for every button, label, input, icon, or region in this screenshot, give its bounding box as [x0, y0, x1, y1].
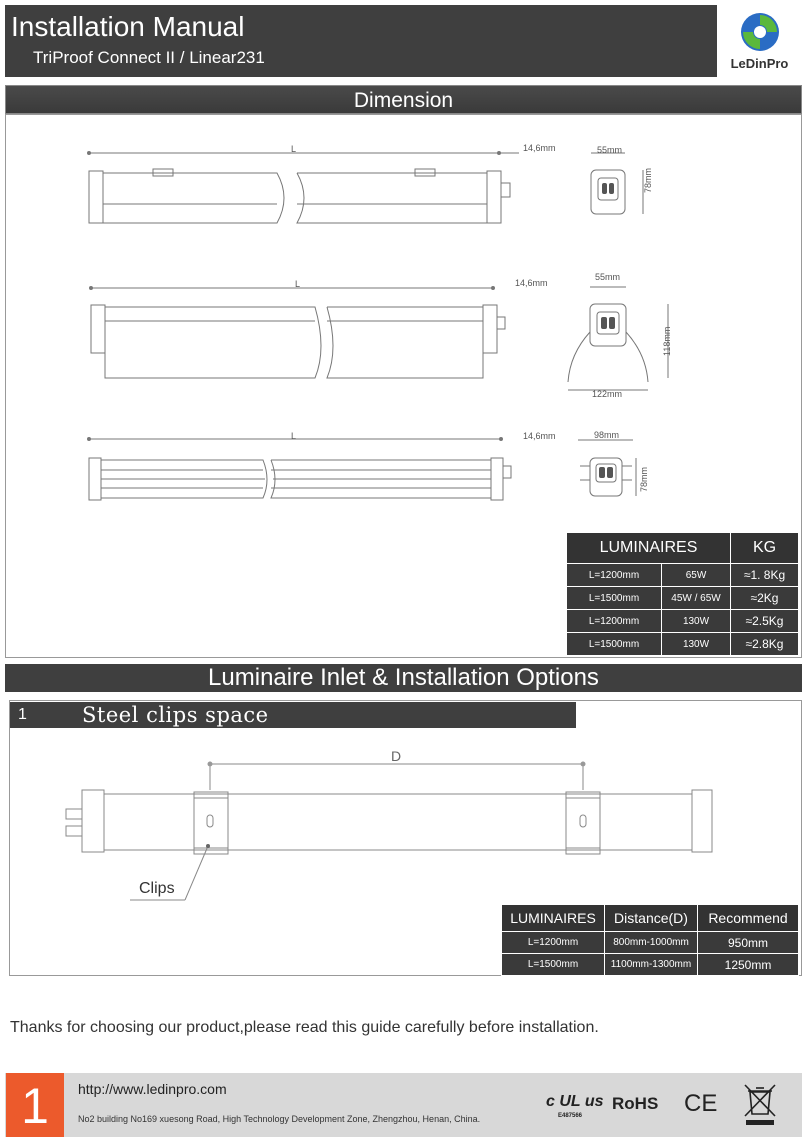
thanks-note: Thanks for choosing our product,please read this guide carefully before installation.	[10, 1019, 599, 1036]
inlet-heading: Luminaire Inlet & Installation Options	[5, 664, 802, 692]
height-label: 78mm	[643, 167, 653, 193]
height-label: 78mm	[639, 466, 649, 492]
distance-label: D	[391, 748, 402, 764]
width-label: 98mm	[594, 430, 620, 440]
logo-icon	[739, 11, 781, 53]
table-row: L=1200mm 800mm-1000mm 950mm	[502, 932, 799, 954]
step-bar	[10, 702, 576, 728]
table-row: L=1500mm 45W / 65W ≈2Kg	[567, 587, 799, 610]
company-logo	[717, 5, 802, 77]
table-header: LUMINAIRES	[567, 533, 731, 564]
dimension-heading: Dimension	[5, 85, 802, 114]
company-address: No2 building No169 xuesong Road, High Technology Development Zone, Zhengzhou, Henan, China.	[78, 1114, 481, 1124]
table-header: Distance(D)	[605, 905, 698, 932]
length-label: L	[291, 144, 297, 154]
weee-bin-icon	[742, 1082, 778, 1126]
table-row: L=1200mm 65W ≈1. 8Kg	[567, 564, 799, 587]
length-label: L	[291, 431, 297, 441]
ce-mark-icon: CE	[684, 1090, 718, 1117]
rohs-icon: RoHS	[612, 1094, 659, 1113]
table-header: KG	[731, 533, 799, 564]
product-subtitle: TriProof Connect II / Linear231	[33, 48, 265, 67]
step-number: 1	[18, 706, 27, 723]
end-cap-label: 14,6mm	[523, 431, 556, 441]
page-number: 1	[21, 1078, 49, 1134]
end-cap-label: 14,6mm	[515, 278, 548, 288]
clips-label: Clips	[139, 880, 175, 897]
length-label: L	[295, 279, 301, 289]
weight-table	[566, 532, 799, 656]
table-row: L=1500mm 130W ≈2.8Kg	[567, 633, 799, 656]
header-banner	[5, 5, 802, 77]
page-title: Installation Manual	[11, 11, 245, 42]
table-header: Recommend	[698, 905, 799, 932]
table-row: L=1500mm 1100mm-1300mm 1250mm	[502, 954, 799, 976]
ul-file-number: E487566	[558, 1113, 583, 1119]
table-row: L=1200mm 130W ≈2.5Kg	[567, 610, 799, 633]
step-label: Steel clips space	[82, 703, 269, 727]
page-number-box	[6, 1073, 64, 1137]
width-label: 55mm	[597, 145, 623, 155]
ul-certification-icon: c UL us	[546, 1093, 604, 1110]
website-link[interactable]: http://www.ledinpro.com	[78, 1081, 227, 1097]
height-label: 118mm	[662, 326, 672, 356]
bottom-width-label: 122mm	[592, 389, 623, 399]
end-cap-label: 14,6mm	[523, 143, 556, 153]
table-header: LUMINAIRES	[502, 905, 605, 932]
clip-distance-table	[501, 904, 799, 976]
width-label: 55mm	[595, 272, 621, 282]
logo-text: LeDinPro	[730, 56, 789, 71]
dimension-drawings	[5, 114, 802, 534]
